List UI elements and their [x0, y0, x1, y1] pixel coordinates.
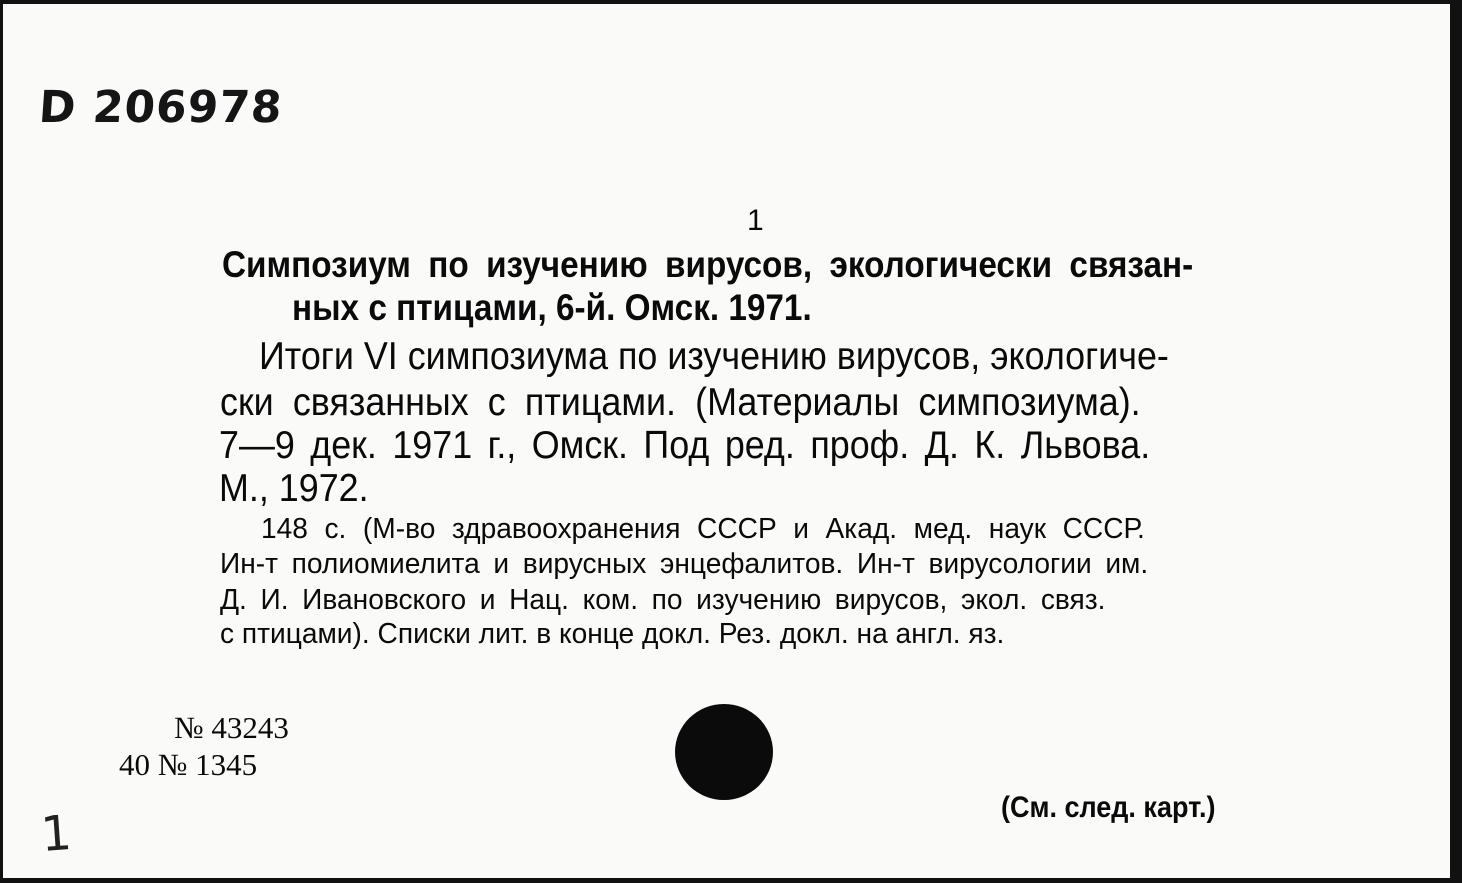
note-line-3: Д. И. Ивановского и Нац. ком. по изучению вирусов, экол. связ.	[220, 584, 1106, 616]
title-line-1: Итоги VI симпозиума по изучению вирусов, экологиче-	[259, 335, 1169, 378]
title-line-4: М., 1972.	[219, 467, 369, 510]
note-line-4: с птицами). Списки лит. в конце докл. Рез. докл. на англ. яз.	[220, 618, 1005, 650]
note-line-1: 148 с. (М-во здравоохранения СССР и Акад. мед. наук СССР.	[261, 513, 1145, 545]
note-line-2: Ин-т полиомиелита и вирусных энцефалитов. Ин-т вирусологии им.	[220, 548, 1149, 580]
reference-number: № 43243	[174, 710, 289, 745]
heading-line-2: ных с птицами, 6-й. Омск. 1971.	[292, 287, 812, 328]
title-line-3: 7—9 дек. 1971 г., Омск. Под ред. проф. Д. К. Львова.	[219, 424, 1151, 467]
card-number: 1	[747, 204, 764, 237]
series-number: 40 № 1345	[119, 747, 258, 782]
handwritten-code: D 206978	[37, 82, 285, 133]
punch-hole	[675, 704, 773, 800]
continuation-note: (См. след. карт.)	[1001, 791, 1216, 824]
handwritten-mark: 1	[39, 805, 74, 863]
heading-line-1: Симпозиум по изучению вирусов, экологически связан-	[222, 244, 1194, 285]
title-line-2: ски связанных с птицами. (Материалы симпозиума).	[220, 381, 1141, 424]
